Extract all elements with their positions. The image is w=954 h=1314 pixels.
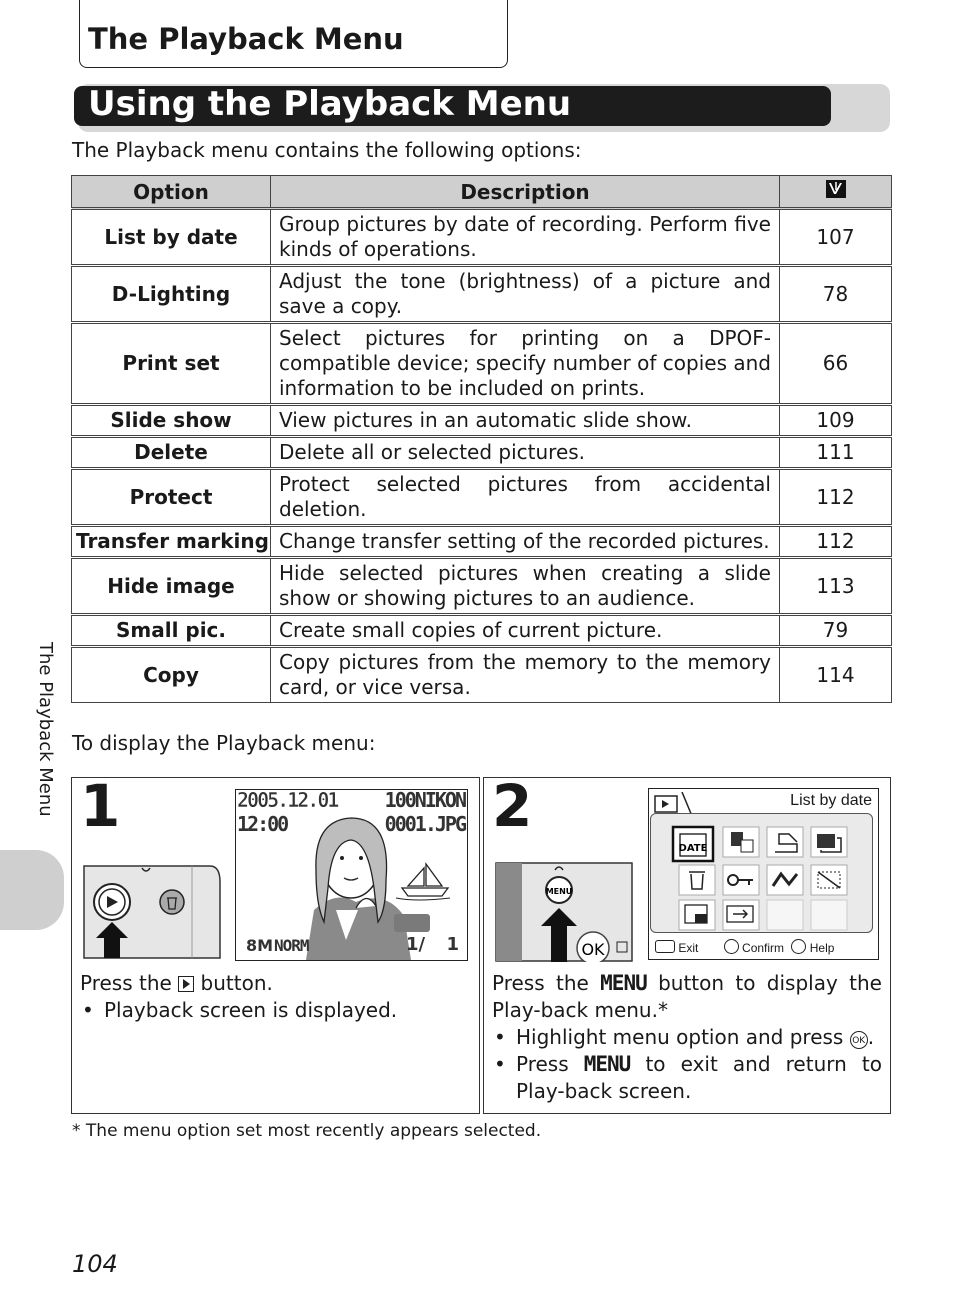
column-header-option: Option [72, 176, 271, 209]
lcd-filename: 0001.JPG [384, 812, 465, 836]
description-cell: Adjust the tone (brightness) of a picture and save a copy. [271, 266, 780, 323]
description-cell: Group pictures by date of recording. Perform five kinds of operations. [271, 209, 780, 266]
option-cell: Small pic. [72, 615, 271, 647]
page-cell: 107 [780, 209, 892, 266]
section-header-tab [79, 0, 508, 68]
lcd-frame-total: 1 [446, 934, 459, 955]
playback-icon [178, 976, 194, 992]
lcd-quality: NORM [274, 936, 309, 955]
description-cell: Protect selected pictures from accidental deletion. [271, 469, 780, 526]
table-row [72, 209, 892, 266]
menu-icon-grid [650, 813, 873, 933]
page-title: Using the Playback Menu [88, 84, 572, 124]
date-icon-label: DATE [678, 843, 708, 854]
page-cell: 79 [780, 615, 892, 647]
table-row [72, 526, 892, 558]
table-header-row [72, 176, 892, 209]
description-cell: Select pictures for printing on a DPOF-compatible device; specify number of copies and information to be included on prints. [271, 323, 780, 405]
description-cell: Delete all or selected pictures. [271, 437, 780, 469]
step-1-instructions [80, 970, 471, 1024]
footer-exit: Exit [678, 941, 699, 955]
side-thumb-tab [0, 850, 64, 930]
menu-key-icon [655, 940, 675, 953]
page-reference-icon [825, 179, 847, 199]
description-cell: Change transfer setting of the recorded pictures. [271, 526, 780, 558]
table-row [72, 405, 892, 437]
title-banner [74, 86, 831, 126]
column-header-page [780, 176, 892, 209]
display-instructions-label: To display the Playback menu: [72, 731, 376, 755]
step-1-panel [71, 772, 480, 1114]
step-2-instructions [492, 970, 882, 1105]
camera-playback-button-illustration [82, 862, 222, 962]
option-cell: Hide image [72, 558, 271, 615]
menu-button-glyph: MENU [600, 971, 647, 995]
option-cell: Delete [72, 437, 271, 469]
intro-text: The Playback menu contains the following options: [72, 138, 582, 162]
table-row [72, 266, 892, 323]
option-cell: Copy [72, 647, 271, 703]
page-cell: 112 [780, 526, 892, 558]
table-row [72, 437, 892, 469]
step-2-bullets [492, 1024, 882, 1105]
description-cell: Hide selected pictures when creating a slide show or showing pictures to an audience. [271, 558, 780, 615]
table-row [72, 615, 892, 647]
lcd-date: 2005.12.01 [237, 789, 338, 812]
page-cell: 113 [780, 558, 892, 615]
menu-button-label: MENU [545, 887, 573, 896]
step-1-main-text: Press the button. [80, 971, 273, 995]
column-header-description: Description [271, 176, 780, 209]
step-1-bullets [80, 997, 471, 1024]
footer-confirm: Confirm [742, 941, 785, 955]
description-cell: View pictures in an automatic slide show. [271, 405, 780, 437]
step-2-panel [483, 772, 891, 1114]
footnote: * The menu option set most recently appears selected. [72, 1121, 542, 1141]
step-number: 2 [492, 772, 533, 840]
footer-help: Help [809, 941, 835, 955]
menu-screen-title: List by date [790, 792, 872, 809]
table-row [72, 469, 892, 526]
lcd-folder: 100NIKON [384, 789, 465, 812]
lcd-image-size: 8M [246, 936, 274, 955]
ok-button-glyph: OK [850, 1031, 868, 1049]
list-item: • Press MENU to exit and return to Play-back screen. [492, 1051, 882, 1105]
page-cell: 111 [780, 437, 892, 469]
table-row [72, 323, 892, 405]
camera-menu-button-illustration [495, 862, 633, 962]
menu-button-glyph: MENU [583, 1052, 631, 1076]
description-cell: Create small copies of current picture. [271, 615, 780, 647]
page-cell: 66 [780, 323, 892, 405]
option-cell: Protect [72, 469, 271, 526]
option-cell: Transfer marking [72, 526, 271, 558]
table-row [72, 558, 892, 615]
option-cell: List by date [72, 209, 271, 266]
step-number: 1 [80, 772, 121, 840]
lcd-time: 12:00 [237, 812, 288, 836]
ok-button-label: OK [581, 940, 605, 959]
page-cell: 109 [780, 405, 892, 437]
playback-menu-screen [648, 788, 879, 960]
option-cell: D-Lighting [72, 266, 271, 323]
ok-key-icon [724, 939, 739, 954]
lcd-frame-counter: 1/ [406, 934, 426, 955]
page-cell: 112 [780, 469, 892, 526]
list-item: • Highlight menu option and press OK . [492, 1024, 882, 1051]
options-table [71, 175, 892, 703]
description-cell: Copy pictures from the memory to the memory card, or vice versa. [271, 647, 780, 703]
list-item: • Playback screen is displayed. [80, 997, 471, 1024]
side-section-label: The Playback Menu [35, 642, 56, 817]
step-2-main-text: Press the MENU button to display the Play-back menu.* [492, 971, 882, 1022]
page-number: 104 [72, 1250, 118, 1278]
menu-screen-footer [655, 939, 834, 955]
page-cell: 114 [780, 647, 892, 703]
section-title: The Playback Menu [88, 22, 404, 56]
option-cell: Print set [72, 323, 271, 405]
option-cell: Slide show [72, 405, 271, 437]
page-cell: 78 [780, 266, 892, 323]
table-row [72, 647, 892, 703]
help-key-icon [791, 939, 806, 954]
playback-lcd-screen [235, 789, 468, 961]
